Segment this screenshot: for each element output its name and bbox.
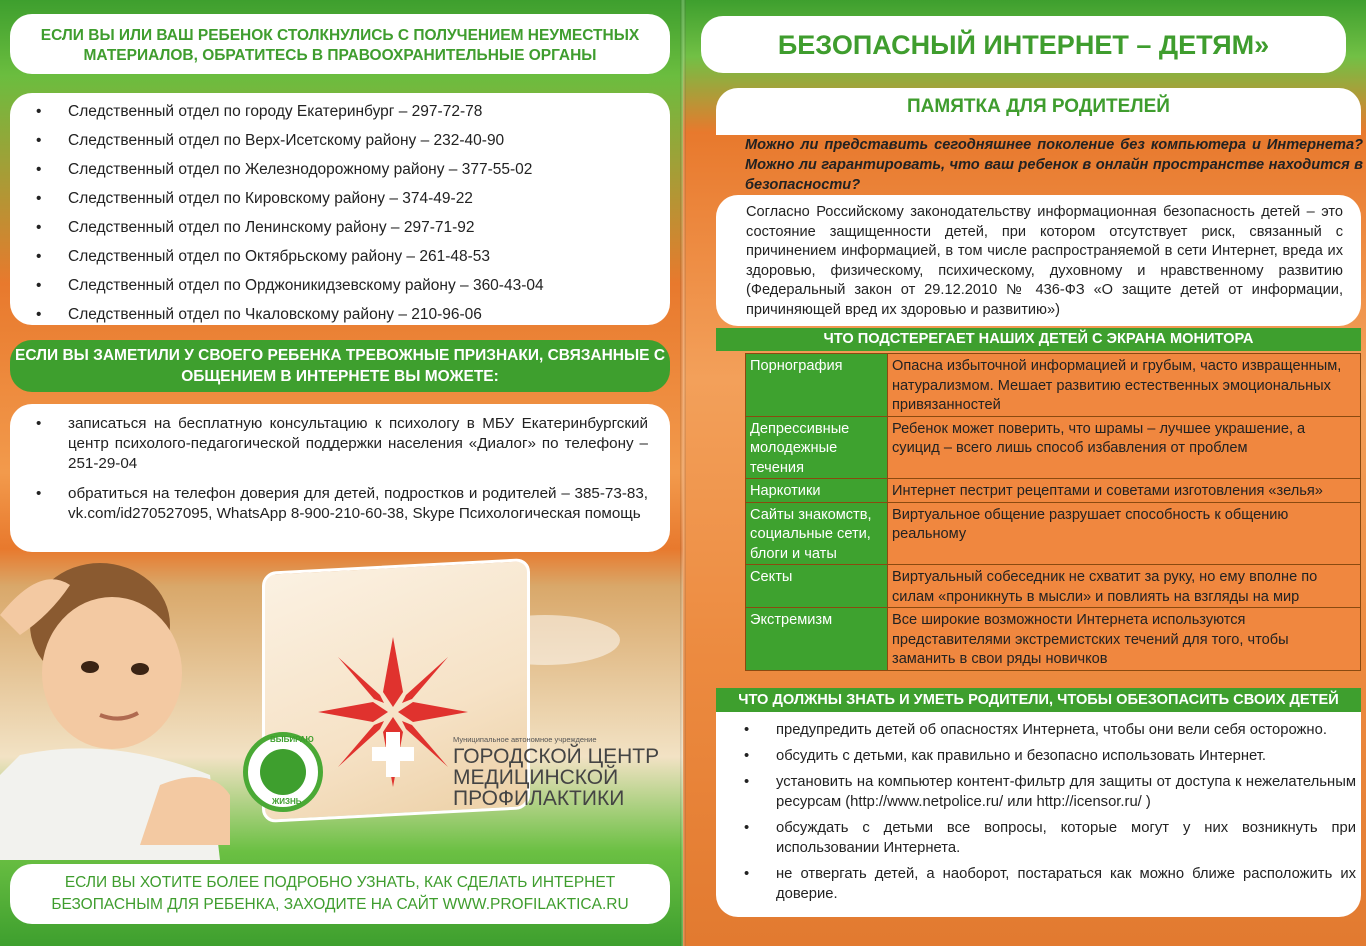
contacts-card — [10, 93, 670, 325]
page-subtitle: ПАМЯТКА ДЛЯ РОДИТЕЛЕЙ — [907, 96, 1170, 117]
threat-desc: Опасна избыточной информацией и грубым, часто извращенным, натурализмом. Мешает развитию естественных эмоциональных привязанностей — [888, 354, 1361, 417]
actions-list — [36, 414, 648, 524]
parents-card — [716, 712, 1361, 917]
threat-desc: Ребенок может поверить, что шрамы – лучшее украшение, а суицид – всего лишь способ избавления от проблем — [888, 416, 1361, 479]
table-row — [746, 416, 1361, 479]
threat-name: Сайты знакомств, социальные сети, блоги и чаты — [746, 502, 888, 565]
list-item: • установить на компьютер контент-фильтр для защиты от доступа к нежелательным ресурсам (http://www.netpolice.ru/ или http://icensor.ru/ ) — [744, 772, 1356, 812]
contact-item: • Следственный отдел по Орджоникидзевскому району – 360-43-04 — [36, 271, 652, 300]
contact-item: • Следственный отдел по городу Екатеринбург – 297-72-78 — [36, 97, 652, 126]
signs-header: ЕСЛИ ВЫ ЗАМЕТИЛИ У СВОЕГО РЕБЕНКА ТРЕВОЖНЫЕ ПРИЗНАКИ, СВЯЗАННЫЕ С ОБЩЕНИЕМ В ИНТЕРНЕТЕ ВЫ МОЖЕТЕ: — [10, 340, 670, 392]
threat-name: Депрессивные молодежные течения — [746, 416, 888, 479]
contact-item: • Следственный отдел по Октябрьскому району – 261-48-53 — [36, 242, 652, 271]
threat-desc: Виртуальное общение разрушает способность к общению реальному — [888, 502, 1361, 565]
list-item: • обсудить с детьми, как правильно и безопасно использовать Интернет. — [744, 746, 1356, 766]
threat-name: Порнография — [746, 354, 888, 417]
org-type: Муниципальное автономное учреждение — [453, 735, 597, 744]
contact-item: • Следственный отдел по Железнодорожному району – 377-55-02 — [36, 155, 652, 184]
threat-name: Экстремизм — [746, 608, 888, 671]
action-item: • обратиться на телефон доверия для детей, подростков и родителей – 385-73-83, vk.com/id270527095, WhatsApp 8-900-210-60-38, Skype Психологическая помощь — [36, 484, 648, 524]
illustration — [0, 555, 683, 860]
footer-text: ЕСЛИ ВЫ ХОТИТЕ БОЛЕЕ ПОДРОБНО УЗНАТЬ, КАК СДЕЛАТЬ ИНТЕРНЕТ БЕЗОПАСНЫМ ДЛЯ РЕБЕНКА, ЗАХОДИТЕ НА САЙТ WWW.PROFILAKTICA.RU — [51, 874, 629, 913]
actions-card — [10, 404, 670, 552]
threat-name: Секты — [746, 565, 888, 608]
contact-item: • Следственный отдел по Ленинскому району – 297-71-92 — [36, 213, 652, 242]
table-row — [746, 565, 1361, 608]
contact-item: • Следственный отдел по Чкаловскому району – 210-96-06 — [36, 300, 652, 329]
right-panel — [683, 0, 1366, 946]
parents-header: ЧТО ДОЛЖНЫ ЗНАТЬ И УМЕТЬ РОДИТЕЛИ, ЧТОБЫ ОБЕЗОПАСИТЬ СВОИХ ДЕТЕЙ — [716, 688, 1361, 712]
left-header-title: ЕСЛИ ВЫ ИЛИ ВАШ РЕБЕНОК СТОЛКНУЛИСЬ С ПОЛУЧЕНИЕМ НЕУМЕСТНЫХ МАТЕРИАЛОВ, ОБРАТИТЕСЬ В ПРАВООХРАНИТЕЛЬНЫЕ ОРГАНЫ — [40, 27, 640, 64]
list-item: • не отвергать детей, а наоборот, постараться как можно ближе расположить их доверие. — [744, 864, 1356, 904]
threats-header: ЧТО ПОДСТЕРЕГАЕТ НАШИХ ДЕТЕЙ С ЭКРАНА МОНИТОРА — [716, 328, 1361, 351]
child-image — [0, 555, 240, 860]
threat-desc: Виртуальный собеседник не схватит за руку, но ему вполне по силам «проникнуть в мысли» и повлиять на взгляды на мир — [888, 565, 1361, 608]
organization-name: Муниципальное автономное учреждение ГОРОДСКОЙ ЦЕНТР МЕДИЦИНСКОЙ ПРОФИЛАКТИКИ — [453, 735, 668, 809]
threat-desc: Все широкие возможности Интернета используются представителями экстремистских течений для того, чтобы заманить в свои ряды новичков — [888, 608, 1361, 671]
list-item: • предупредить детей об опасностях Интернета, чтобы они вели себя осторожно. — [744, 720, 1356, 740]
list-item: • обсуждать с детьми все вопросы, которые могут у них возникнуть при использовании Интернета. — [744, 818, 1356, 858]
parents-list — [744, 720, 1361, 904]
contact-item: • Следственный отдел по Верх-Исетскому району – 232-40-90 — [36, 126, 652, 155]
page-title: БЕЗОПАСНЫЙ ИНТЕРНЕТ – ДЕТЯМ» — [777, 30, 1270, 60]
page-fold — [680, 0, 686, 946]
subtitle-card — [716, 88, 1361, 135]
law-paragraph: Согласно Российскому законодательству информационная безопасность детей – это состояние защищенности детей, при котором отсутствует риск, связанный с причинением информацией, в том числе распространяемой в сети Интернет, вреда их здоровью, физическому, психическому, духовному и нравственному развитию (Федеральный закон от 29.12.2010 № 436-ФЗ «О защите детей от информации, причиняющей вред их здоровью и развитию») — [716, 195, 1361, 326]
footer-card — [10, 864, 670, 924]
title-card — [701, 16, 1346, 73]
table-row — [746, 502, 1361, 565]
table-row — [746, 479, 1361, 503]
logo-text-top: ВЫБИРАЮ — [270, 735, 314, 744]
threat-desc: Интернет пестрит рецептами и советами изготовления «зелья» — [888, 479, 1361, 503]
logo-text-bottom: ЖИЗНЬ — [272, 797, 302, 806]
star-logo-icon — [318, 637, 468, 787]
table-row — [746, 608, 1361, 671]
left-header-card — [10, 14, 670, 74]
choose-life-logo — [243, 732, 323, 812]
threats-table — [745, 353, 1361, 671]
table-row — [746, 354, 1361, 417]
action-item: • записаться на бесплатную консультацию к психологу в МБУ Екатеринбургский центр психолого-педагогической поддержки населения «Диалог» по телефону – 251-29-04 — [36, 414, 648, 474]
intro-question: Можно ли представить сегодняшнее поколение без компьютера и Интернета? Можно ли гарантировать, что ваш ребенок в онлайн пространстве находится в безопасности? — [745, 137, 1363, 193]
contact-item: • Следственный отдел по Кировскому району – 374-49-22 — [36, 184, 652, 213]
threat-name: Наркотики — [746, 479, 888, 503]
contacts-list — [36, 97, 652, 329]
